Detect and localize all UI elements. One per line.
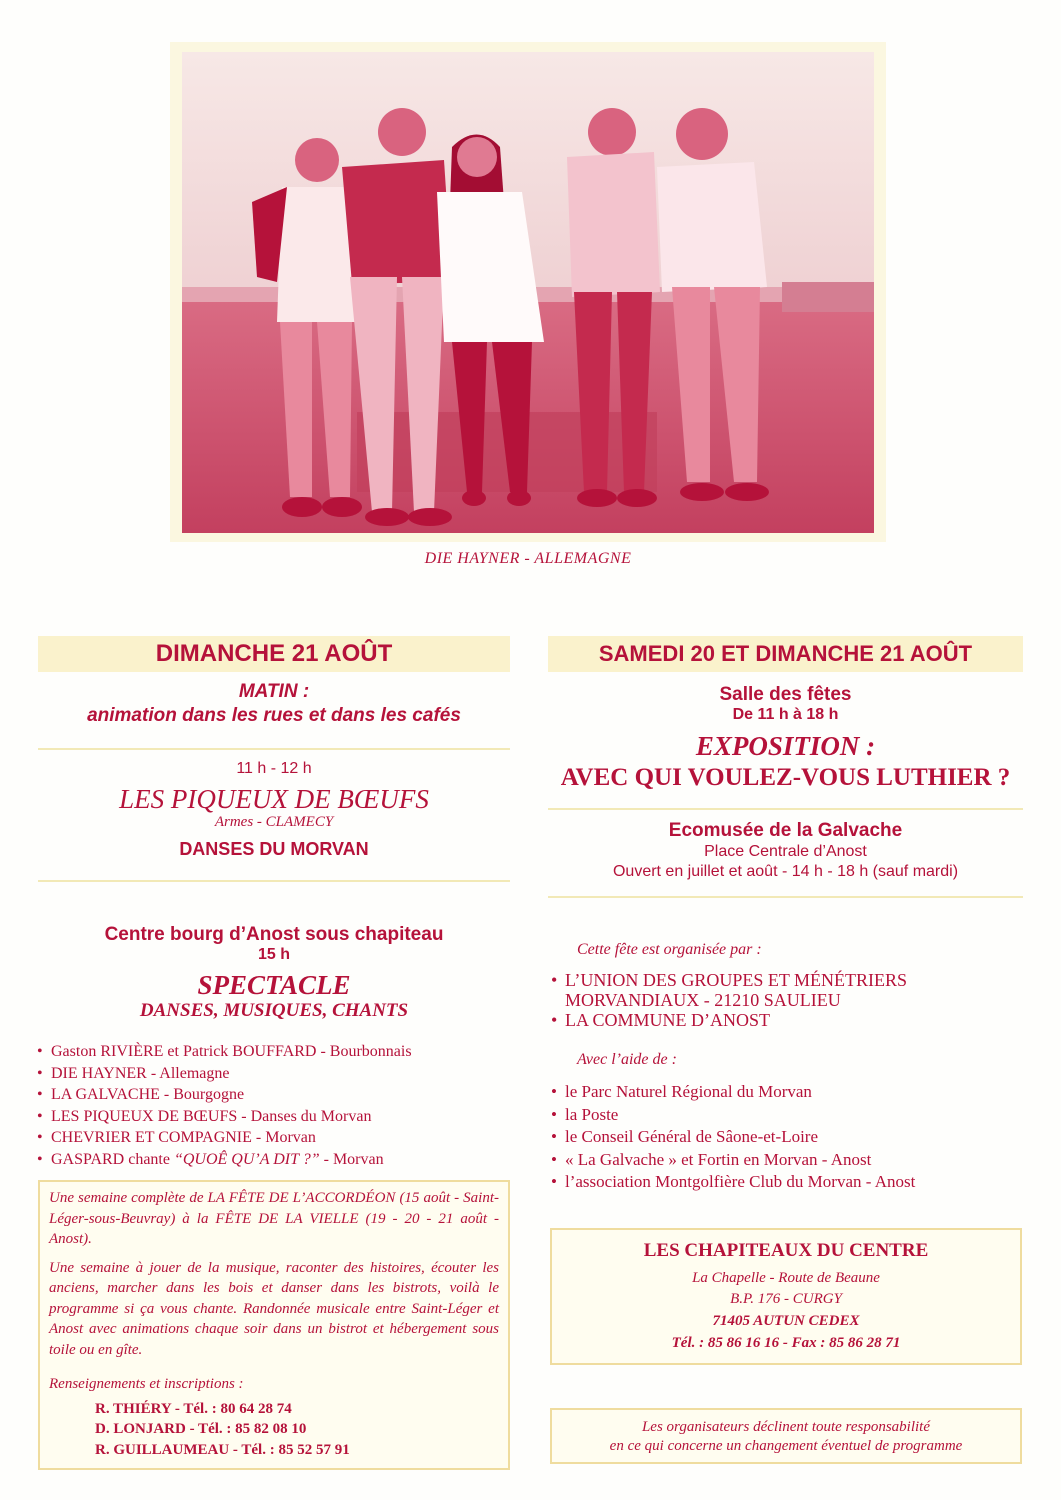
group-photo-image: [182, 52, 874, 533]
contact-item: R. THIÉRY - Tél. : 80 64 28 74: [95, 1400, 292, 1417]
disclaimer-line-1: Les organisateurs déclinent toute responsabilité: [641, 1419, 931, 1435]
help-label: Avec l’aide de :: [577, 1051, 677, 1068]
group-name: LES PIQUEUX DE BŒUFS: [119, 784, 429, 814]
show-subtitle: DANSES, MUSIQUES, CHANTS: [139, 1000, 409, 1021]
box-paragraph-1: Une semaine complète de LA FÊTE DE L’ACCORDÉON (15 août - Saint-Léger-sous-Beuvray) à la FÊTE DE LA VIELLE (19 - 20 - 21 août - Anost).: [49, 1190, 499, 1247]
group-dance: DANSES DU MORVAN: [179, 839, 369, 859]
photo-caption: DIE HAYNER - ALLEMAGNE: [424, 550, 632, 567]
sponsor-item: • « La Galvache » et Fortin en Morvan - Anost: [551, 1149, 872, 1169]
organizer-item: • L’UNION DES GROUPES ET MÉNÉTRIERS MORVANDIAUX - 21210 SAULIEU: [551, 970, 908, 1010]
performers-list: [37, 1041, 517, 1170]
performer-item: • LA GALVACHE - Bourgogne: [37, 1086, 245, 1103]
disclaimer-line-2: en ce qui concerne un changement éventuel de programme: [609, 1438, 963, 1454]
museum-place: Place Centrale d’Anost: [704, 843, 867, 860]
performer-item: • LES PIQUEUX DE BŒUFS - Danses du Morvan: [37, 1107, 372, 1125]
disclaimer-box: [550, 1408, 1022, 1464]
expo-hours: De 11 h à 18 h: [732, 706, 839, 723]
accordion-week-box: [38, 1180, 510, 1470]
chapiteaux-phone: Tél. : 85 86 16 16 - Fax : 85 86 28 71: [671, 1335, 901, 1351]
chapiteaux-title: LES CHAPITEAUX DU CENTRE: [643, 1240, 929, 1261]
show-venue: Centre bourg d’Anost sous chapiteau: [104, 924, 444, 945]
expo-subtitle: AVEC QUI VOULEZ-VOUS LUTHIER ?: [560, 764, 1011, 791]
sponsors-list: [551, 1081, 1021, 1194]
contacts-list: [49, 1399, 499, 1461]
organized-label: Cette fête est organisée par :: [577, 941, 762, 958]
divider: [38, 880, 510, 882]
divider: [548, 896, 1023, 898]
contact-item: D. LONJARD - Tél. : 85 82 08 10: [95, 1421, 307, 1437]
performer-item: • Gaston RIVIÈRE et Patrick BOUFFARD - Bourbonnais: [37, 1043, 412, 1060]
left-column: [38, 636, 510, 882]
morning-title: MATIN :: [238, 681, 310, 702]
sponsor-item: • le Conseil Général de Sâone-et-Loire: [551, 1127, 819, 1146]
chapiteaux-box: [550, 1228, 1022, 1365]
contact-item: R. GUILLAUMEAU - Tél. : 85 52 57 91: [95, 1441, 350, 1458]
left-header: DIMANCHE 21 AOÛT: [38, 636, 510, 672]
left-show-section: [28, 924, 520, 1022]
morning-description: animation dans les rues et dans les cafés: [87, 705, 461, 726]
organizers-list: [551, 970, 1021, 1030]
chapiteaux-city: 71405 AUTUN CEDEX: [712, 1313, 860, 1329]
box-paragraph-2: Une semaine à jouer de la musique, raconter des histoires, écouter les anciens, marcher dans les bois et danser dans les bistrots, voilà le programme si ça vous chante. Randonnée musicale entre Saint-Léger et Anost avec animations chaque soir dans un bistrot et hébergement sous toile ou en gîte.: [49, 1259, 499, 1358]
expo-title: EXPOSITION :: [695, 731, 876, 761]
performer-item: • CHEVRIER ET COMPAGNIE - Morvan: [37, 1129, 316, 1146]
performer-item: • GASPARD chante “QUOÊ QU’A DIT ?” - Morvan: [37, 1150, 384, 1168]
info-label: Renseignements et inscriptions :: [49, 1376, 244, 1392]
organizer-item: • LA COMMUNE D’ANOST: [551, 1010, 771, 1030]
divider: [38, 748, 510, 750]
show-title: SPECTACLE: [197, 970, 351, 1000]
sponsor-item: • la Poste: [551, 1104, 619, 1124]
time-slot-1: 11 h - 12 h: [236, 760, 312, 777]
group-photo: [182, 52, 874, 533]
museum-name: Ecomusée de la Galvache: [668, 820, 903, 841]
chapiteaux-address-1: La Chapelle - Route de Beaune: [692, 1270, 880, 1286]
sponsor-item: • l’association Montgolfière Club du Morvan - Anost: [551, 1172, 916, 1191]
performer-item: • DIE HAYNER - Allemagne: [37, 1064, 230, 1082]
museum-hours: Ouvert en juillet et août - 14 h - 18 h (sauf mardi): [612, 863, 959, 880]
right-column: [548, 636, 1023, 898]
expo-venue: Salle des fêtes: [719, 684, 852, 705]
sponsor-item: • le Parc Naturel Régional du Morvan: [551, 1082, 812, 1101]
chapiteaux-address-2: B.P. 176 - CURGY: [730, 1291, 842, 1307]
show-time: 15 h: [257, 946, 290, 963]
divider: [548, 808, 1023, 810]
right-header: SAMEDI 20 ET DIMANCHE 21 AOÛT: [548, 636, 1023, 672]
group-origin: Armes - CLAMECY: [214, 814, 334, 830]
